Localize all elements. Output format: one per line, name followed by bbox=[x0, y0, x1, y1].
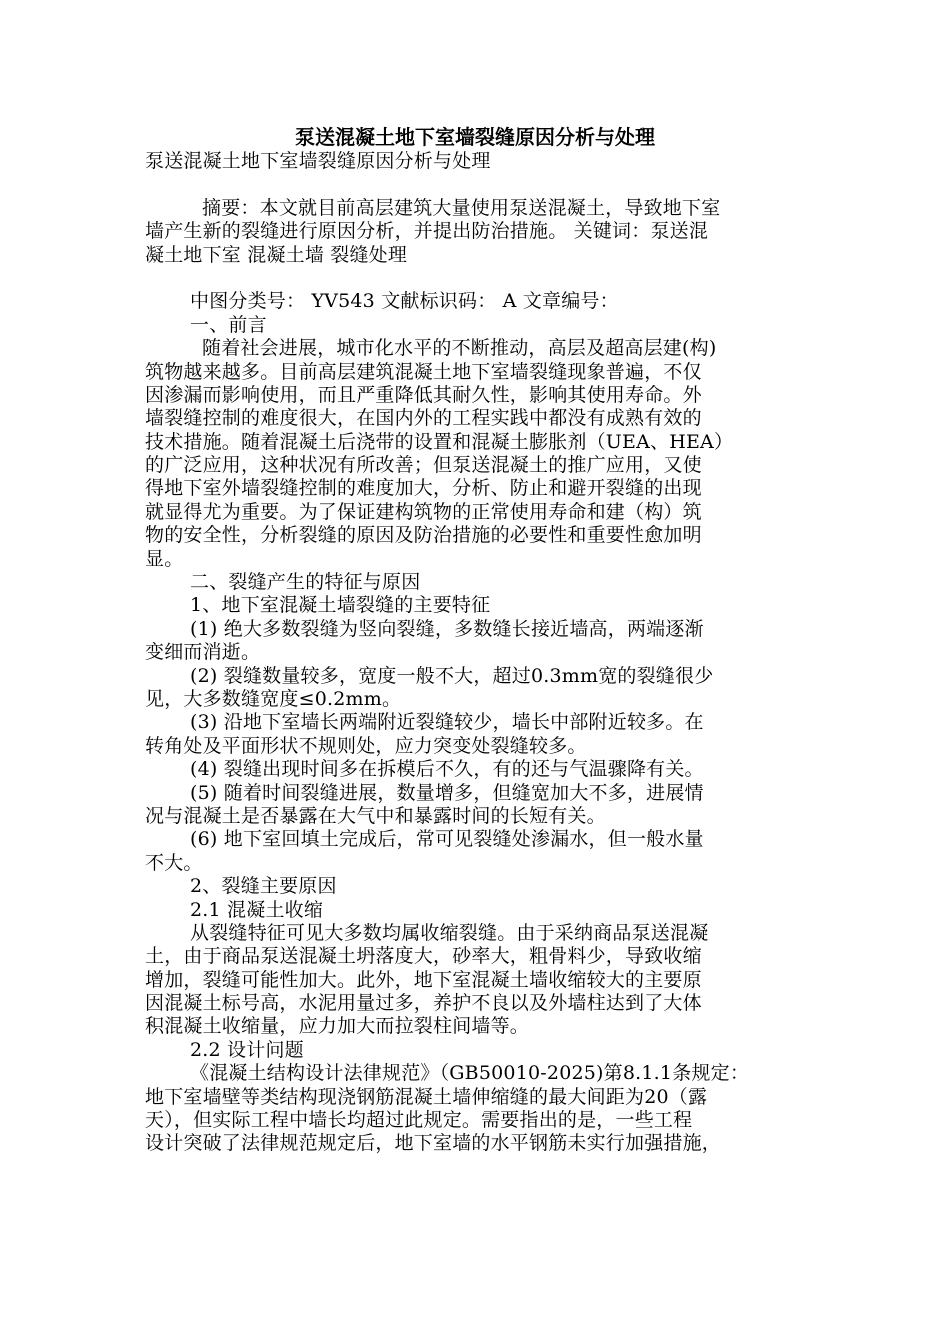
paragraph-line: 从裂缝特征可见大多数均属收缩裂缝。由于采纳商品泵送混凝 bbox=[190, 921, 709, 944]
subsection-heading: 2.1 混凝土收缩 bbox=[190, 898, 324, 921]
paragraph-line: 筑物越来越多。目前高层建筑混凝土地下室墙裂缝现象普遍，不仅 bbox=[145, 360, 702, 383]
list-item-line: (2) 裂缝数量较多，宽度一般不大，超过0.3mm宽的裂缝很少 bbox=[190, 664, 714, 687]
keywords-line: 凝土地下室 混凝土墙 裂缝处理 bbox=[145, 243, 408, 266]
paragraph-line: 因渗漏而影响使用，而且严重降低其耐久性，影响其使用寿命。外 bbox=[145, 383, 702, 406]
subsection-heading: 1、地下室混凝土墙裂缝的主要特征 bbox=[190, 594, 491, 617]
paragraph-line: 增加，裂缝可能性加大。此外，地下室混凝土墙收缩较大的主要原 bbox=[145, 968, 702, 991]
document-body bbox=[145, 150, 805, 1156]
paragraph-line: 因混凝土标号高，水泥用量过多，养护不良以及外墙柱达到了大体 bbox=[145, 992, 702, 1015]
section-heading: 二、裂缝产生的特征与原因 bbox=[190, 571, 421, 594]
subsection-heading: 2、裂缝主要原因 bbox=[190, 875, 337, 898]
subsection-heading: 2.2 设计问题 bbox=[190, 1038, 304, 1061]
list-item-line: (6) 地下室回填土完成后，常可见裂缝处渗漏水，但一般水量 bbox=[190, 828, 704, 851]
paragraph-line: 积混凝土收缩量，应力加大而拉裂柱间墙等。 bbox=[145, 1015, 530, 1038]
abstract-line: 墙产生新的裂缝进行原因分析，并提出防治措施。 关键词：泵送混 bbox=[145, 220, 709, 243]
list-item-line: 况与混凝土是否暴露在大气中和暴露时间的长短有关。 bbox=[145, 804, 606, 827]
paragraph-line: 地下室墙壁等类结构现浇钢筋混凝土墙伸缩缝的最大间距为20（露 bbox=[145, 1085, 708, 1108]
section-heading: 一、前言 bbox=[190, 313, 267, 336]
subtitle-line: 泵送混凝土地下室墙裂缝原因分析与处理 bbox=[145, 150, 491, 172]
paragraph-line: 得地下室外墙裂缝控制的难度加大，分析、防止和避开裂缝的出现 bbox=[145, 477, 702, 500]
paragraph-line: 设计突破了法律规范规定后，地下室墙的水平钢筋未实行加强措施， bbox=[145, 1132, 722, 1155]
list-item-line: (3) 沿地下室墙长两端附近裂缝较少，墙长中部附近较多。在 bbox=[190, 711, 704, 734]
list-item-line: (1) 绝大多数裂缝为竖向裂缝，多数缝长接近墙高，两端逐渐 bbox=[190, 617, 704, 640]
list-item-line: (5) 随着时间裂缝进展，数量增多，但缝宽加大不多，进展情 bbox=[190, 781, 704, 804]
paragraph-line: 就显得尤为重要。为了保证建构筑物的正常使用寿命和建（构）筑 bbox=[145, 500, 702, 523]
abstract-line: 摘要：本文就目前高层建筑大量使用泵送混凝土，导致地下室 bbox=[202, 196, 721, 219]
blank-line bbox=[145, 267, 805, 290]
list-item-line: 变细而消逝。 bbox=[145, 641, 261, 664]
paragraph-line: 随着社会进展，城市化水平的不断推动，高层及超高层建(构) bbox=[202, 337, 717, 360]
document-title: 泵送混凝土地下室墙裂缝原因分析与处理 bbox=[295, 125, 655, 149]
paragraph-line: 技术措施。随着混凝土后浇带的设置和混凝土膨胀剂（UEA、HEA） bbox=[145, 430, 734, 453]
paragraph-line: 《混凝土结构设计法律规范》（GB50010-2025)第8.1.1条规定： bbox=[190, 1062, 750, 1085]
list-item-line: (4) 裂缝出现时间多在拆模后不久，有的还与气温骤降有关。 bbox=[190, 758, 704, 781]
paragraph-line: 的广泛应用，这种状况有所改善；但泵送混凝土的推广应用，又使 bbox=[145, 454, 702, 477]
list-item-line: 转角处及平面形状不规则处，应力突变处裂缝较多。 bbox=[145, 734, 587, 757]
classification-line: 中图分类号： YV543 文献标识码： A 文章编号： bbox=[190, 290, 619, 313]
list-item-line: 见，大多数缝宽度≤0.2mm。 bbox=[145, 687, 402, 710]
paragraph-line: 墙裂缝控制的难度很大，在国内外的工程实践中都没有成熟有效的 bbox=[145, 407, 702, 430]
paragraph-line: 物的安全性，分析裂缝的原因及防治措施的必要性和重要性愈加明 bbox=[145, 524, 702, 547]
list-item-line: 不大。 bbox=[145, 851, 203, 874]
paragraph-line: 土，由于商品泵送混凝土坍落度大，砂率大，粗骨料少，导致收缩 bbox=[145, 945, 702, 968]
blank-line bbox=[145, 173, 805, 196]
paragraph-line: 显。 bbox=[145, 547, 184, 570]
paragraph-line: 天），但实际工程中墙长均超过此规定。需要指出的是，一些工程 bbox=[145, 1109, 693, 1132]
